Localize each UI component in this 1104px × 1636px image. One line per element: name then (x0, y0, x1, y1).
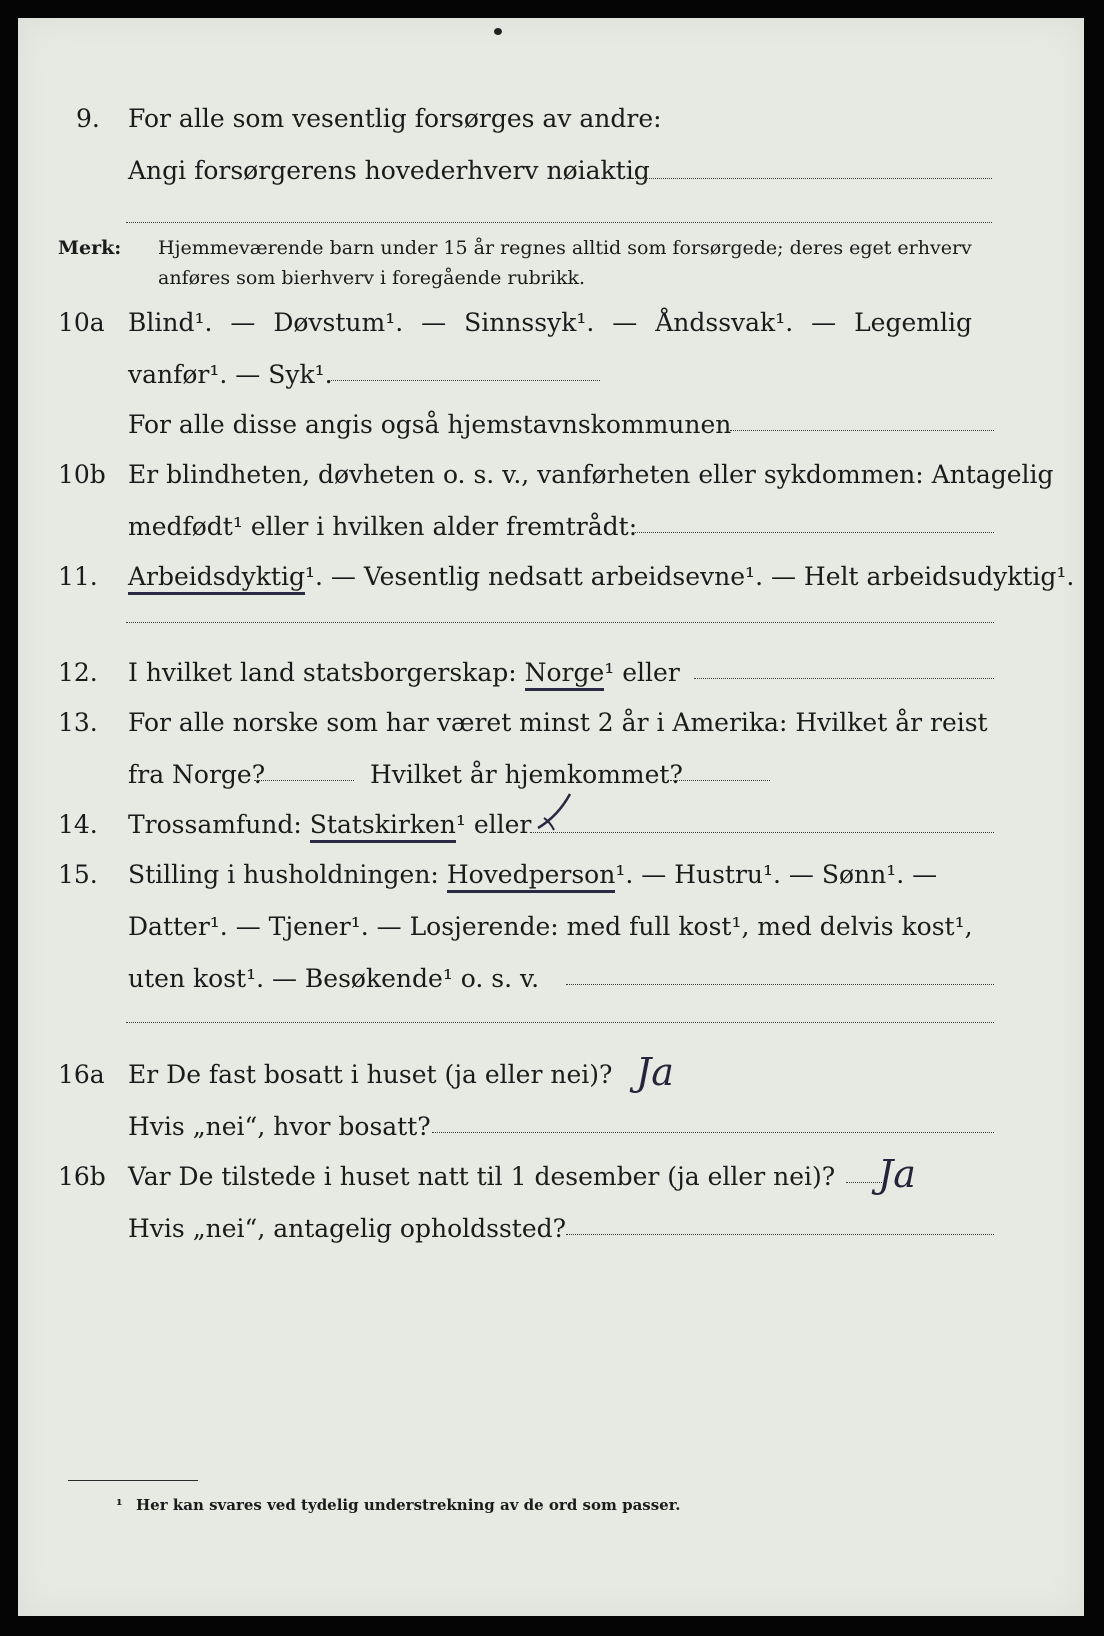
q15-line3: uten kost¹. — Besøkende¹ o. s. v. (128, 964, 540, 993)
q11-arbeidsdyktig-underlined: Arbeidsdyktig (128, 562, 305, 595)
q14-number: 14. (58, 810, 98, 839)
q10a-line1: Blind¹. — Døvstum¹. — Sinnssyk¹. — Åndssvak¹. — Legemlig (128, 308, 972, 337)
q16b-line1: Var De tilstede i huset natt til 1 desember (ja eller nei)? (128, 1162, 836, 1191)
q16b-opholdssted-line[interactable] (566, 1234, 994, 1235)
q10a-hjemstavn-line[interactable] (730, 430, 994, 431)
merk-label: Merk: (58, 237, 122, 259)
merk-line1: Hjemmeværende barn under 15 år regnes alltid som forsørgede; deres eget erhverv (158, 237, 972, 259)
q16b-line2: Hvis „nei“, antagelig opholdssted? (128, 1214, 567, 1243)
q16b-answer-line[interactable] (846, 1182, 882, 1183)
q10a-syk-line[interactable] (328, 380, 600, 381)
q13-number: 13. (58, 708, 98, 737)
q15-text: Stilling i husholdningen: (128, 860, 439, 889)
ditto-mark-icon (530, 788, 590, 838)
q12-eller: ¹ eller (604, 658, 680, 687)
q12-number: 12. (58, 658, 98, 687)
q10b-answer-line[interactable] (632, 532, 994, 533)
q13-line2a: fra Norge? (128, 760, 266, 789)
q13-reist-line[interactable] (254, 780, 354, 781)
q15-options: ¹. — Hustru¹. — Sønn¹. — (615, 860, 938, 889)
q9-line2-text: Angi forsørgerens hovederhverv nøiaktig (128, 156, 650, 185)
q15-line1 (128, 860, 937, 890)
footnote-mark: ¹ (116, 1496, 123, 1514)
q14-eller: ¹ eller (455, 810, 532, 839)
q14-answer-line[interactable] (530, 832, 994, 833)
q12-line (128, 658, 680, 688)
q9-line2 (128, 156, 650, 186)
q9-answer-line-1[interactable] (628, 178, 992, 179)
q15-answer-line-1[interactable] (566, 984, 994, 985)
q15-line2: Datter¹. — Tjener¹. — Losjerende: med full kost¹, med delvis kost¹, (128, 912, 973, 941)
q14-line (128, 810, 531, 840)
q12-answer-line[interactable] (694, 678, 994, 679)
ink-dot (494, 28, 502, 35)
q9-number: 9. (76, 104, 100, 133)
q10b-line2: medfødt¹ eller i hvilken alder fremtrådt: (128, 512, 638, 541)
q14-text: Trossamfund: (128, 810, 302, 839)
q10a-line3: For alle disse angis også hjemstavnskommunen (128, 410, 732, 439)
footnote-rule (68, 1480, 198, 1481)
q15-number: 15. (58, 860, 98, 889)
q16a-line2: Hvis „nei“, hvor bosatt? (128, 1112, 431, 1141)
q14-statskirken-underlined: Statskirken (310, 810, 456, 843)
q9-answer-line-2[interactable] (126, 222, 992, 223)
q16a-handwritten-answer: Ja (636, 1050, 674, 1094)
q12-norge-underlined: Norge (525, 658, 605, 691)
q16a-line1: Er De fast bosatt i huset (ja eller nei)? (128, 1060, 613, 1089)
q10a-number: 10a (58, 308, 105, 337)
q9-line1: For alle som vesentlig forsørges av andre: (128, 104, 662, 133)
q10b-line1: Er blindheten, døvheten o. s. v., vanførheten eller sykdommen: Antagelig (128, 460, 1054, 489)
q13-line2b: Hvilket år hjemkommet? (370, 760, 683, 789)
q11-answer-line[interactable] (126, 622, 994, 623)
q11-number: 11. (58, 562, 98, 591)
merk-line2: anføres som bierhverv i foregående rubrikk. (158, 267, 586, 289)
q13-hjemkommet-line[interactable] (670, 780, 770, 781)
q10b-number: 10b (58, 460, 106, 489)
q16b-handwritten-answer: Ja (878, 1152, 916, 1196)
q16a-number: 16a (58, 1060, 105, 1089)
q12-text: I hvilket land statsborgerskap: (128, 658, 517, 687)
q10a-line2: vanfør¹. — Syk¹. (128, 360, 333, 389)
q16b-number: 16b (58, 1162, 106, 1191)
q15-answer-line-2[interactable] (126, 1022, 994, 1023)
footnote-text: Her kan svares ved tydelig understrekning av de ord som passer. (136, 1496, 681, 1514)
q11-line (128, 562, 1074, 592)
q15-hovedperson-underlined: Hovedperson (447, 860, 616, 893)
census-form-page (18, 18, 1084, 1616)
q16a-bosatt-line[interactable] (432, 1132, 994, 1133)
q11-rest: ¹. — Vesentlig nedsatt arbeidsevne¹. — Helt arbeidsudyktig¹. (304, 562, 1075, 591)
q13-line1: For alle norske som har været minst 2 år i Amerika: Hvilket år reist (128, 708, 988, 737)
